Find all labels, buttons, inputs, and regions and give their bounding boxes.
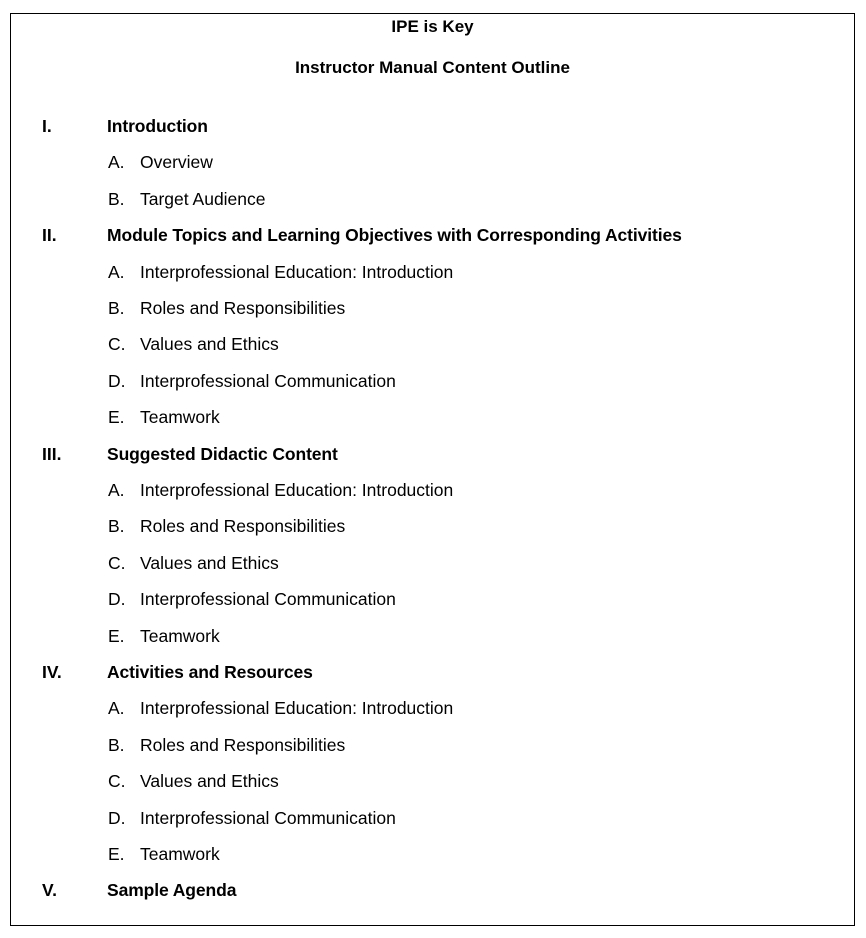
section-heading: Activities and Resources <box>107 662 313 682</box>
subitem-label: Roles and Responsibilities <box>140 516 346 537</box>
subitem-letter: A. <box>108 261 125 282</box>
subitem-label: Interprofessional Education: Introduction <box>140 698 454 719</box>
subitem-letter: D. <box>108 589 126 610</box>
subitem-label: Teamwork <box>140 844 220 864</box>
section-numeral: V. <box>42 880 57 901</box>
subitem-label: Overview <box>140 152 213 173</box>
subitem-letter: E. <box>108 407 125 428</box>
subitem-label: Target Audience <box>140 188 266 209</box>
subitem-label: Interprofessional Education: Introduction <box>140 480 454 500</box>
section-heading: Suggested Didactic Content <box>107 443 338 464</box>
subitem-letter: B. <box>108 188 125 209</box>
document-subtitle: Instructor Manual Content Outline <box>295 58 570 77</box>
subitem-label: Roles and Responsibilities <box>140 298 346 318</box>
subitem-label: Values and Ethics <box>140 552 279 573</box>
subitem-letter: A. <box>108 698 125 719</box>
outline-frame <box>10 13 855 926</box>
subitem-label: Values and Ethics <box>140 771 279 792</box>
section-heading: Module Topics and Learning Objectives with Corresponding Activities <box>107 225 682 246</box>
subitem-letter: D. <box>108 370 126 391</box>
section-numeral: IV. <box>42 662 62 682</box>
subitem-label: Values and Ethics <box>140 334 279 355</box>
section-heading: Introduction <box>107 116 208 136</box>
subitem-label: Interprofessional Communication <box>140 589 396 610</box>
subitem-letter: B. <box>108 734 125 755</box>
subitem-label: Interprofessional Communication <box>140 807 396 828</box>
subitem-letter: C. <box>108 552 126 573</box>
section-numeral: I. <box>42 116 52 136</box>
subitem-letter: A. <box>108 480 125 500</box>
subitem-letter: E. <box>108 844 125 864</box>
section-heading: Sample Agenda <box>107 880 237 901</box>
section-numeral: III. <box>42 443 62 464</box>
subitem-letter: D. <box>108 807 126 828</box>
subitem-letter: E. <box>108 625 125 646</box>
subitem-letter: B. <box>108 516 125 537</box>
subitem-letter: A. <box>108 152 125 173</box>
subitem-label: Teamwork <box>140 407 220 428</box>
document-title: IPE is Key <box>391 17 474 36</box>
subitem-letter: C. <box>108 771 126 792</box>
subitem-label: Roles and Responsibilities <box>140 734 346 755</box>
subitem-label: Interprofessional Communication <box>140 370 396 391</box>
subitem-letter: B. <box>108 298 125 318</box>
subitem-label: Interprofessional Education: Introduction <box>140 261 454 282</box>
section-numeral: II. <box>42 225 57 246</box>
subitem-letter: C. <box>108 334 126 355</box>
subitem-label: Teamwork <box>140 625 220 646</box>
